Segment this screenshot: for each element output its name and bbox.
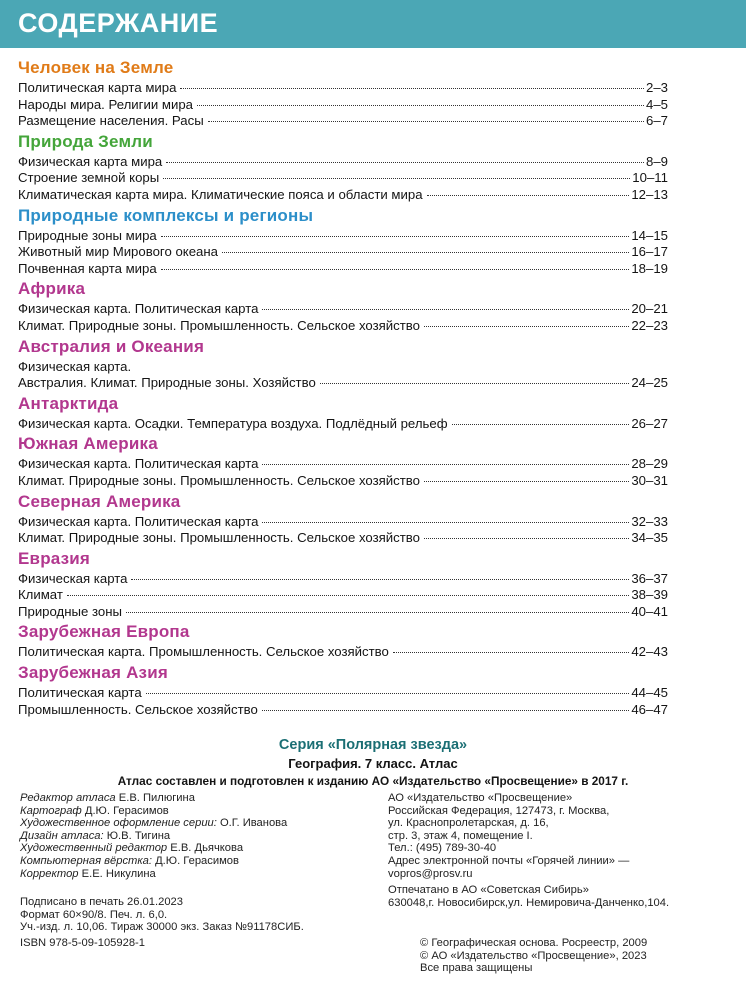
publisher-line: Тел.: (495) 789-30-40 <box>388 842 497 855</box>
printed-line: 630048,г. Новосибирск,ул. Немировича-Данченко,104. <box>388 896 670 909</box>
section-title: Природные комплексы и регионы <box>18 205 314 225</box>
toc-entry-pages: 10–11 <box>632 170 668 186</box>
toc-entry-title: Животный мир Мирового океана <box>18 244 218 260</box>
printed-block <box>388 884 669 909</box>
toc-entry-pages: 40–41 <box>631 603 668 619</box>
credit-name: Е.В. Пилюгина <box>115 792 195 804</box>
dot-leader <box>146 693 630 694</box>
section-title: Зарубежная Европа <box>18 622 190 642</box>
credit-line <box>20 805 287 818</box>
toc-entry-pages: 36–37 <box>631 570 668 586</box>
dot-leader <box>427 195 630 196</box>
toc-section <box>18 662 668 718</box>
dot-leader <box>222 252 629 253</box>
toc-entry-title: Природные зоны <box>18 603 123 619</box>
toc-entry <box>18 261 668 278</box>
credit-line <box>20 830 287 843</box>
toc-entry-title: Физическая карта мира <box>18 153 163 169</box>
toc-entry-title: Климат <box>18 587 63 603</box>
toc-entry <box>18 530 668 547</box>
toc-entry-title: Климат. Природные зоны. Промышленность. Сельское хозяйство <box>18 472 420 488</box>
dot-leader <box>208 121 644 122</box>
toc-entry-title: Политическая карта. Промышленность. Сельское хозяйство <box>18 644 389 660</box>
toc-entry-title: Физическая карта. Политическая карта <box>18 301 259 317</box>
toc-entry-pages: 20–21 <box>631 301 668 317</box>
section-title: Евразия <box>18 548 91 568</box>
isbn: ISBN 978-5-09-105928-1 <box>20 937 146 949</box>
dot-leader <box>131 579 629 580</box>
toc-entry-pages: 8–9 <box>645 153 668 169</box>
toc-entry-title: Размещение населения. Расы <box>18 113 204 129</box>
toc-entry-pages: 26–27 <box>631 415 668 431</box>
publisher-line: ул. Краснопролетарская, д. 16, <box>388 817 549 830</box>
toc-entry-title: Природные зоны мира <box>18 227 157 243</box>
section-title: Антарктида <box>18 393 119 413</box>
toc-section <box>18 433 668 489</box>
toc-entry-title: Народы мира. Религии мира <box>18 96 193 112</box>
dot-leader <box>424 538 629 539</box>
credit-line <box>20 817 287 830</box>
publisher-line: Российская Федерация, 127473, г. Москва, <box>388 804 610 817</box>
publisher-line: стр. 3, этаж 4, помещение I. <box>388 829 533 842</box>
toc-entry-pages: 14–15 <box>631 227 668 243</box>
credit-name: Д.Ю. Герасимов <box>81 804 169 817</box>
toc-entry-title: Физическая карта. <box>18 358 132 374</box>
credit-name: Ю.В. Тигина <box>103 829 171 842</box>
toc-section <box>18 336 668 392</box>
section-title: Южная Америка <box>18 434 158 454</box>
toc-entry <box>18 375 668 392</box>
toc-entry <box>18 587 668 604</box>
toc-section <box>18 621 668 661</box>
toc-entry <box>18 244 668 261</box>
credit-line <box>20 868 287 881</box>
section-title: Зарубежная Азия <box>18 663 168 683</box>
toc-entry-pages: 34–35 <box>631 530 668 546</box>
toc-entry <box>18 514 668 531</box>
toc-entry <box>18 228 668 245</box>
credit-line <box>20 792 287 805</box>
toc-entry-pages: 32–33 <box>631 513 668 529</box>
publisher-line: vopros@prosv.ru <box>388 867 473 880</box>
toc-entry-title: Почвенная карта мира <box>18 260 157 276</box>
toc-entry-title: Физическая карта. Политическая карта <box>18 513 259 529</box>
toc-section <box>18 278 668 334</box>
dot-leader <box>197 105 644 106</box>
toc-entry <box>18 702 668 719</box>
book-title: География. 7 класс. Атлас <box>288 756 458 771</box>
toc-entry <box>18 416 668 433</box>
toc-entry <box>18 318 668 335</box>
toc-entry <box>18 473 668 490</box>
credit-role: Дизайн атласа: <box>20 829 104 842</box>
dot-leader <box>320 383 630 384</box>
toc-entry-pages: 22–23 <box>631 317 668 333</box>
toc-entry-title: Физическая карта <box>18 570 128 586</box>
toc-entry-pages: 18–19 <box>631 260 668 276</box>
credit-line <box>20 842 287 855</box>
toc-entry-pages: 6–7 <box>645 113 668 129</box>
copyright-line: © Географическая основа. Росреестр, 2009 <box>420 937 648 949</box>
dot-leader <box>262 309 629 310</box>
print-info-line: Формат 60×90/8. Печ. л. 6,0. <box>20 908 168 921</box>
section-title: Природа Земли <box>18 131 153 151</box>
dot-leader <box>424 481 629 482</box>
toc-entry <box>18 301 668 318</box>
credit-name: Е.В. Дьячкова <box>167 842 244 855</box>
printed-line: Отпечатано в АО «Советская Сибирь» <box>388 884 589 896</box>
section-title: Австралия и Океания <box>18 336 205 356</box>
toc-entry <box>18 154 668 171</box>
credit-role: Художественный редактор <box>20 842 168 855</box>
toc-section <box>18 548 668 621</box>
toc-entry-pages: 24–25 <box>631 375 668 391</box>
publisher-block <box>388 792 629 880</box>
dot-leader <box>161 269 630 270</box>
dot-leader <box>166 162 644 163</box>
copyright-block <box>420 937 647 975</box>
credit-role: Художественное оформление серии: <box>20 817 217 830</box>
toc-entry-pages: 30–31 <box>631 472 668 488</box>
toc-entry-title: Строение земной коры <box>18 170 160 186</box>
toc-entry-pages: 12–13 <box>631 186 668 202</box>
toc-entry <box>18 604 668 621</box>
toc-entry-title: Физическая карта. Политическая карта <box>18 456 259 472</box>
dot-leader <box>163 178 630 179</box>
section-title: Африка <box>18 279 86 299</box>
dot-leader <box>262 464 629 465</box>
toc-entry-title: Австралия. Климат. Природные зоны. Хозяйство <box>18 375 316 391</box>
toc-entry-title: Климат. Природные зоны. Промышленность. Сельское хозяйство <box>18 530 420 546</box>
copyright-line: Все права защищены <box>420 962 533 975</box>
toc-entry <box>18 359 668 376</box>
section-title: Северная Америка <box>18 491 181 511</box>
dot-leader <box>393 652 629 653</box>
credit-role: Редактор атласа <box>20 792 116 804</box>
credit-line <box>20 855 287 868</box>
section-title: Человек на Земле <box>18 58 174 77</box>
toc-section <box>18 205 668 278</box>
credit-role: Картограф <box>20 804 82 817</box>
toc-entry-pages: 42–43 <box>631 644 668 660</box>
print-info-line: Подписано в печать 26.01.2023 <box>20 896 183 908</box>
toc-entry-pages: 46–47 <box>631 701 668 717</box>
credits-block <box>20 792 287 880</box>
toc-section <box>18 131 668 204</box>
toc-entry-pages: 16–17 <box>631 244 668 260</box>
dot-leader <box>161 236 630 237</box>
toc-entry <box>18 571 668 588</box>
dot-leader <box>180 88 644 89</box>
credit-role: Компьютерная вёрстка: <box>20 854 152 867</box>
credit-name: Д.Ю. Герасимов <box>151 854 239 867</box>
dot-leader <box>67 595 629 596</box>
prepared-note: Атлас составлен и подготовлен к изданию АО «Издательство «Просвещение» в 2017 г. <box>117 774 629 788</box>
toc-entry-title: Политическая карта мира <box>18 80 177 95</box>
credit-name: Е.Е. Никулина <box>78 867 156 880</box>
toc-entry-pages: 4–5 <box>645 96 668 112</box>
dot-leader <box>424 326 629 327</box>
toc-entry-title: Климатическая карта мира. Климатические пояса и области мира <box>18 186 423 202</box>
publisher-line: АО «Издательство «Просвещение» <box>388 792 573 804</box>
page-title: СОДЕРЖАНИЕ <box>18 8 219 38</box>
credit-name: О.Г. Иванова <box>216 817 288 830</box>
toc-section <box>18 393 668 433</box>
toc-section <box>18 491 668 547</box>
print-info-line: Уч.-изд. л. 10,06. Тираж 30000 экз. Заказ №91178СИБ. <box>20 921 304 934</box>
publisher-line: Адрес электронной почты «Горячей линии» — <box>388 854 630 867</box>
toc-entry <box>18 187 668 204</box>
toc-entry <box>18 113 668 130</box>
toc-entry <box>18 644 668 661</box>
table-of-contents <box>18 56 668 718</box>
toc-entry <box>18 685 668 702</box>
toc-entry-pages: 44–45 <box>631 685 668 701</box>
toc-entry <box>18 170 668 187</box>
toc-entry <box>18 97 668 114</box>
dot-leader <box>262 522 629 523</box>
series-title: Серия «Полярная звезда» <box>278 737 468 753</box>
toc-entry-pages: 28–29 <box>631 456 668 472</box>
toc-section <box>18 57 668 130</box>
toc-entry-title: Промышленность. Сельское хозяйство <box>18 701 258 717</box>
toc-entry <box>18 80 668 97</box>
dot-leader <box>452 424 630 425</box>
toc-entry-pages: 38–39 <box>631 587 668 603</box>
toc-entry-title: Политическая карта <box>18 685 142 701</box>
dot-leader <box>126 612 629 613</box>
credit-role: Корректор <box>20 867 79 880</box>
toc-entry-title: Климат. Природные зоны. Промышленность. Сельское хозяйство <box>18 317 420 333</box>
toc-entry <box>18 456 668 473</box>
print-info-block <box>20 896 304 934</box>
copyright-line: © АО «Издательство «Просвещение», 2023 <box>420 949 647 962</box>
toc-entry-title: Физическая карта. Осадки. Температура воздуха. Подлёдный рельеф <box>18 415 448 431</box>
dot-leader <box>262 710 629 711</box>
toc-entry-pages: 2–3 <box>645 80 668 95</box>
